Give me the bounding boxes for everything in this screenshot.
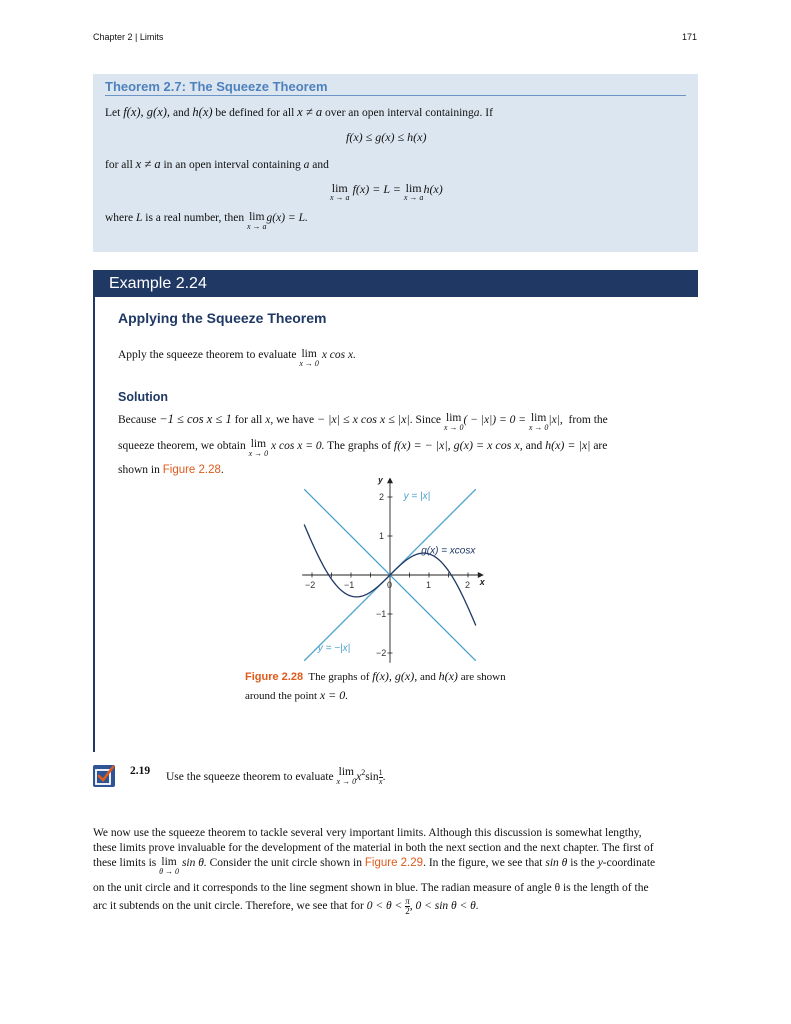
x-tick-label: 0 <box>387 580 393 590</box>
x-tick-label: −1 <box>344 580 355 590</box>
x-tick-label: −2 <box>305 580 316 590</box>
curve-label: y = |x| <box>403 490 431 502</box>
theorem-line-1: Let f(x), g(x), and h(x) be defined for all x ≠ a over an open interval containinga. If <box>105 105 493 119</box>
page-number: 171 <box>682 32 698 42</box>
theorem-inequality: f(x) ≤ g(x) ≤ h(x) <box>346 130 427 144</box>
solution-line-2: squeeze theorem, we obtain lim x → 0 x cos x = 0. The graphs of f(x) = − |x|, g(x) = x cos x, and h(x) = |x| are <box>118 438 608 458</box>
x-tick-label: 1 <box>426 580 432 590</box>
theorem-line-3: where L is a real number, then lim x → a g(x) = L. <box>105 211 308 231</box>
paragraph-line-3: these limits is lim θ → 0 sin θ. Consider the unit circle shown in Figure 2.29. In the figure, we see that sin θ is the y-coordinate <box>93 856 656 876</box>
y-axis-label: y <box>378 478 384 485</box>
curve-label: g(x) = xcosx <box>421 545 476 557</box>
x-axis-label: x <box>479 577 485 587</box>
theorem-limit-equation: lim x → a f(x) = L = lim x → a h(x) <box>330 181 443 202</box>
example-number: Example 2.24 <box>109 275 207 292</box>
curve-label: y = −|x| <box>317 643 351 655</box>
paragraph-line-5: arc it subtends on the unit circle. Therefore, we see that for 0 < θ < $\frac{\pi}{2}$ , 0 < sin θ < θ. <box>93 896 479 916</box>
y-tick-label: 1 <box>379 531 385 541</box>
figure-caption-line-2: around the point x = 0. <box>245 688 349 702</box>
exercise-text: Use the squeeze theorem to evaluate lim x → 0 $x^2\sin$ $\frac{1}{x}$ . <box>166 766 386 786</box>
figure-caption-line-1: Figure 2.28 The graphs of f(x), g(x), and h(x) are shown <box>245 669 506 683</box>
theorem-title-rule <box>105 95 686 96</box>
checkpoint-icon <box>93 765 115 787</box>
example-prompt: Apply the squeeze theorem to evaluate lim x → 0 x cos x. <box>118 348 356 368</box>
figure-2-29-link[interactable]: Figure 2.29 <box>364 857 424 869</box>
figure-2-28-graph <box>290 478 490 668</box>
solution-line-3: shown in Figure 2.28. <box>118 464 224 476</box>
paragraph-line-2: these limits prove invaluable for the development of the material in both the next section and the next chapter. The first of <box>93 842 654 854</box>
solution-line-1: Because −1 ≤ cos x ≤ 1 for all x, we have − |x| ≤ x cos x ≤ |x|. Since lim x → 0 ( − |x|) = 0 = lim x → 0 |x|, from the <box>118 412 608 432</box>
paragraph-line-1: We now use the squeeze theorem to tackle several very important limits. Although this discussion is somewhat lengthy, <box>93 827 642 839</box>
example-side-rule <box>93 297 95 752</box>
y-tick-label: −2 <box>376 648 387 658</box>
example-heading: Applying the Squeeze Theorem <box>118 310 327 326</box>
theorem-title: Theorem 2.7: The Squeeze Theorem <box>105 79 328 94</box>
x-tick-label: 2 <box>465 580 471 590</box>
running-header-chapter: Chapter 2 | Limits <box>93 32 164 42</box>
solution-heading: Solution <box>118 390 168 404</box>
theorem-line-2: for all x ≠ a in an open interval containing a and <box>105 157 329 171</box>
paragraph-line-4: on the unit circle and it corresponds to the line segment shown in blue. The radian measure of angle θ is the length of the <box>93 882 649 894</box>
graph-labels <box>317 491 477 654</box>
y-tick-label: 2 <box>379 492 385 502</box>
y-axis-arrow <box>387 478 393 483</box>
exercise-number: 2.19 <box>130 765 151 777</box>
figure-2-28-link[interactable]: Figure 2.28 <box>162 464 221 476</box>
y-tick-label: −1 <box>376 609 387 619</box>
